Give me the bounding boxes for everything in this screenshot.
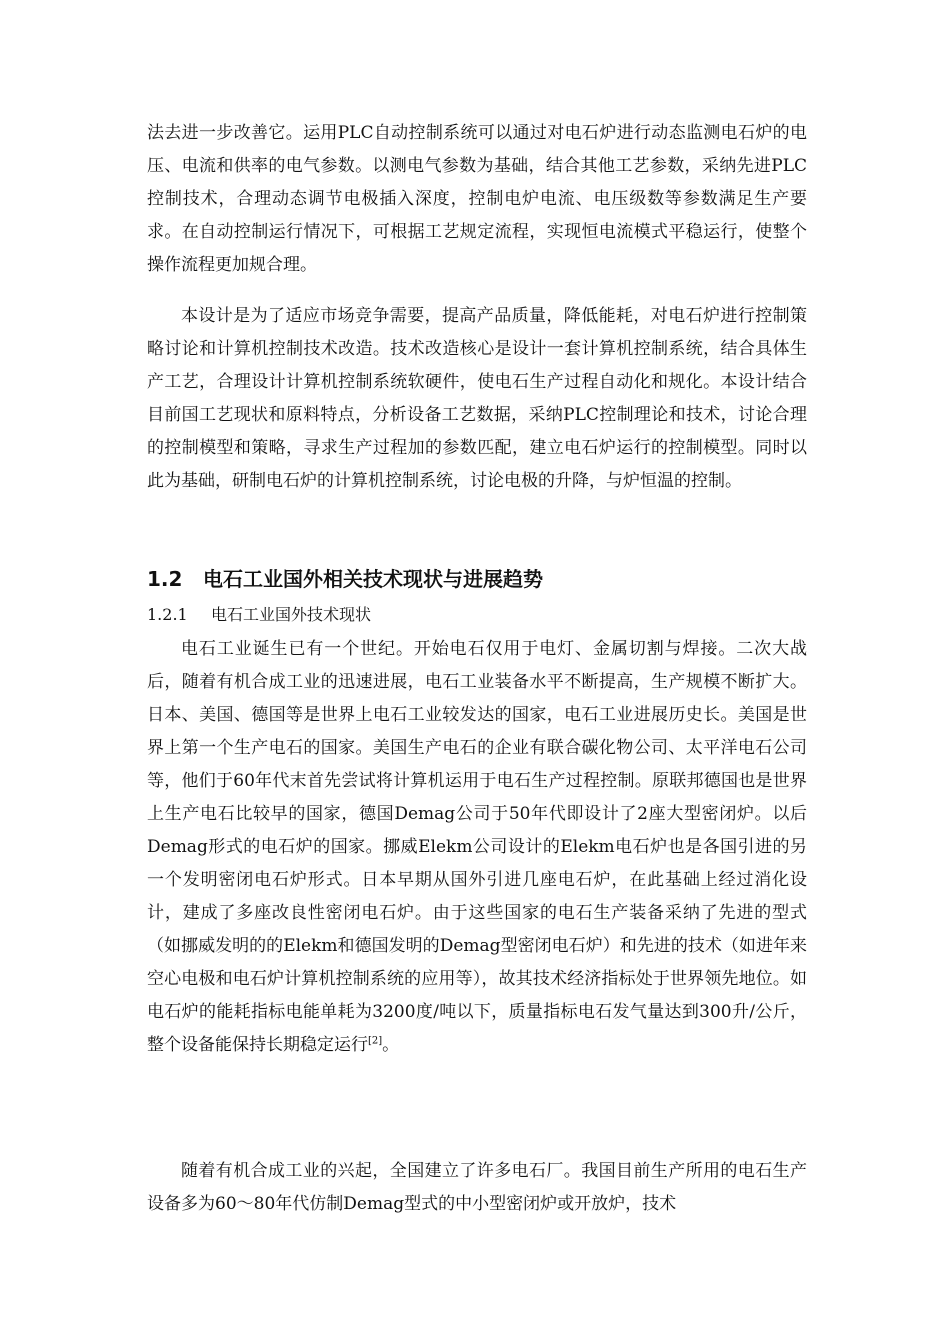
citation-reference: [2]: [368, 1035, 383, 1047]
section-heading-1-2: [147, 561, 807, 597]
subsection-heading-1-2-1: [147, 600, 807, 630]
paragraph-domestic: 随着有机合成工业的兴起，全国建立了许多电石厂。我国目前生产所用的电石生产设备多为60～80年代仿制Demag型式的中小型密闭炉或开放炉，技术: [147, 1161, 807, 1214]
section-title: 电石工业国外相关技术现状与进展趋势: [203, 567, 543, 591]
subsection-title: 电石工业国外技术现状: [211, 605, 372, 624]
paragraph-intro-continued: 法去进一步改善它。运用PLC自动控制系统可以通过对电石炉进行动态监测电石炉的电压、电流和供率的电气参数。以测电气参数为基础，结合其他工艺参数，采纳先进PLC控制技术，合理动态调节电极插入深度，控制电炉电流、电压级数等参数满足生产要求。在自动控制运行情况下，可根据工艺规定流程，实现恒电流模式平稳运行，使整个操作流程更加规合理。: [147, 123, 807, 275]
section-number: 1.2: [147, 567, 183, 591]
paragraph-foreign-text: 电石工业诞生已有一个世纪。开始电石仅用于电灯、金属切割与焊接。二次大战后，随着有机合成工业的迅速进展，电石工业装备水平不断提高，生产规模不断扩大。日本、美国、德国等是世界上电石工业较发达的国家，电石工业进展历史长。美国是世界上第一个生产电石的国家。美国生产电石的企业有联合碳化物公司、太平洋电石公司等，他们于60年代末首先尝试将计算机运用于电石生产过程控制。原联邦德国也是世界上生产电石比较早的国家，德国Demag公司于50年代即设计了2座大型密闭炉。以后Demag形式的电石炉的国家。挪威Elekm公司设计的Elekm电石炉也是各国引进的另一个发明密闭电石炉形式。日本早期从国外引进几座电石炉，在此基础上经过消化设计，建成了多座改良性密闭电石炉。由于这些国家的电石生产装备采纳了先进的型式（如挪威发明的的Elekm和德国发明的Demag型密闭电石炉）和先进的技术（如进年来空心电极和电石炉计算机控制系统的应用等），故其技术经济指标处于世界领先地位。如电石炉的能耗指标电能单耗为3200度/吨以下，质量指标电石发气量达到300升/公斤，整个设备能保持长期稳定运行: [147, 639, 807, 1055]
paragraph-foreign-end: 。: [382, 1035, 400, 1055]
paragraph-foreign-status: [147, 633, 807, 1062]
subsection-number: 1.2.1: [147, 605, 188, 624]
paragraph-design: 本设计是为了适应市场竞争需要，提高产品质量，降低能耗，对电石炉进行控制策略讨论和计算机控制技术改造。技术改造核心是设计一套计算机控制系统，结合具体生产工艺，合理设计计算机控制系统软硬件，使电石生产过程自动化和规化。本设计结合目前国工艺现状和原料特点，分析设备工艺数据，采纳PLC控制理论和技术，讨论合理的控制模型和策略，寻求生产过程加的参数匹配，建立电石炉运行的控制模型。同时以此为基础，研制电石炉的计算机控制系统，讨论电极的升降，与炉恒温的控制。: [147, 306, 807, 491]
